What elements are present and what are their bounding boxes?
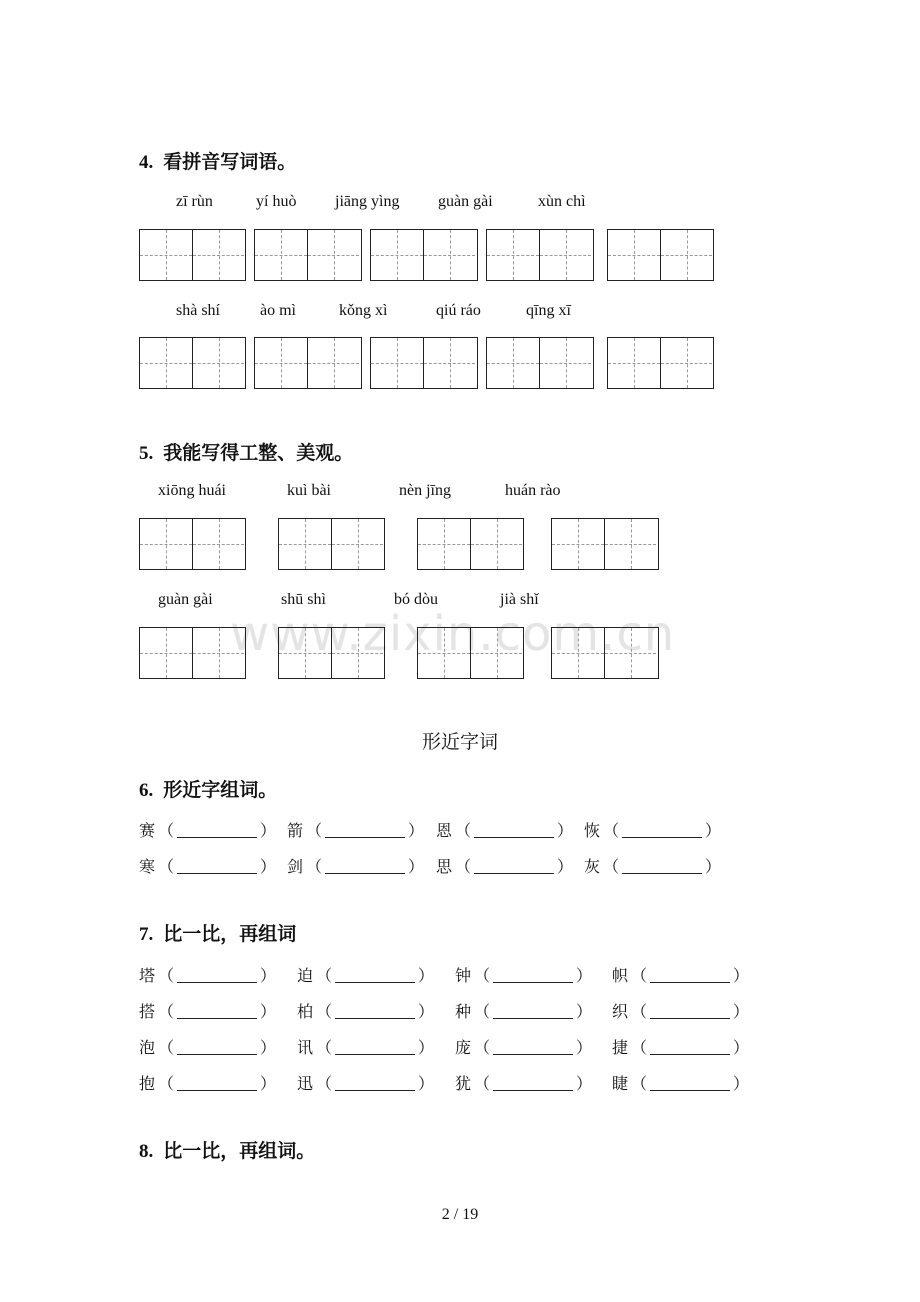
paren-close: ） [418, 1074, 435, 1093]
char-item [455, 963, 595, 986]
paren-close: ） [260, 1002, 277, 1021]
char: 迫 [297, 966, 314, 985]
char-item [297, 1035, 437, 1058]
paren-open: （ [316, 1074, 333, 1093]
answer-blank[interactable] [177, 837, 257, 838]
answer-blank[interactable] [335, 1054, 415, 1055]
char: 种 [455, 1002, 472, 1021]
paren-close: ） [576, 1002, 593, 1021]
answer-blank[interactable] [493, 1018, 573, 1019]
answer-blank[interactable] [622, 837, 702, 838]
paren-open: （ [631, 1002, 648, 1021]
paren-close: ） [418, 1002, 435, 1021]
paren-open: （ [158, 857, 175, 876]
watermark: www.zixin.com.cn [230, 606, 676, 662]
writing-box[interactable] [607, 229, 714, 281]
char: 帜 [612, 966, 629, 985]
writing-box[interactable] [139, 518, 246, 570]
q4-pinyin: xùn chì [538, 193, 586, 210]
char-item [139, 818, 279, 841]
paren-open: （ [474, 1038, 491, 1057]
q5-pinyin: nèn jīng [399, 482, 451, 499]
answer-blank[interactable] [493, 1054, 573, 1055]
answer-blank[interactable] [650, 1090, 730, 1091]
paren-open: （ [455, 821, 472, 840]
writing-box[interactable] [278, 627, 385, 679]
char: 柏 [297, 1002, 314, 1021]
char: 箭 [287, 821, 304, 840]
q5-title [139, 438, 353, 465]
q5-pinyin: bó dòu [394, 591, 438, 608]
q4-pinyin: shà shí [176, 302, 220, 319]
paren-close: ） [260, 966, 277, 985]
paren-close: ） [576, 1038, 593, 1057]
paren-open: （ [631, 1074, 648, 1093]
char-item [584, 854, 724, 877]
paren-close: ） [408, 821, 425, 840]
q7-title-text: 比一比，再组词 [163, 923, 297, 945]
answer-blank[interactable] [622, 873, 702, 874]
q4-title [139, 147, 296, 174]
paren-close: ） [557, 857, 574, 876]
paren-close: ） [733, 1074, 750, 1093]
char: 迅 [297, 1074, 314, 1093]
section-title: 形近字词 [421, 731, 498, 753]
q5-pinyin: guàn gài [158, 591, 213, 608]
char-item [584, 818, 724, 841]
char: 灰 [584, 857, 601, 876]
q5-pinyin: huán rào [505, 482, 561, 499]
q8-title [139, 1136, 315, 1163]
answer-blank[interactable] [335, 982, 415, 983]
paren-close: ） [705, 821, 722, 840]
q4-number: 4. [139, 152, 154, 173]
answer-blank[interactable] [177, 873, 257, 874]
char: 塔 [139, 966, 156, 985]
q4-pinyin: zī rùn [176, 193, 213, 210]
paren-close: ） [576, 1074, 593, 1093]
paren-open: （ [631, 966, 648, 985]
q4-title-text: 看拼音写词语。 [163, 151, 297, 173]
q4-pinyin: qiú ráo [436, 302, 481, 319]
q8-title-text: 比一比，再组词。 [163, 1140, 316, 1162]
char: 恩 [436, 821, 453, 840]
paren-open: （ [158, 821, 175, 840]
char: 织 [612, 1002, 629, 1021]
char-item [455, 999, 595, 1022]
answer-blank[interactable] [650, 1018, 730, 1019]
paren-open: （ [603, 821, 620, 840]
q5-pinyin: kuì bài [287, 482, 331, 499]
q4-pinyin: qīng xī [526, 302, 571, 319]
char-item [139, 999, 279, 1022]
paren-open: （ [158, 1038, 175, 1057]
char: 思 [436, 857, 453, 876]
q5-pinyin: jià shǐ [500, 591, 539, 608]
q6-title-text: 形近字组词。 [163, 779, 278, 801]
answer-blank[interactable] [474, 837, 554, 838]
char: 泡 [139, 1038, 156, 1057]
char-item [297, 963, 437, 986]
char: 庞 [455, 1038, 472, 1057]
writing-box[interactable] [370, 229, 478, 281]
paren-open: （ [306, 857, 323, 876]
writing-box[interactable] [370, 337, 478, 389]
char-item [287, 854, 427, 877]
writing-box[interactable] [417, 627, 524, 679]
paren-open: （ [455, 857, 472, 876]
char: 抱 [139, 1074, 156, 1093]
char-item [297, 1071, 437, 1094]
paren-open: （ [474, 1074, 491, 1093]
paren-close: ） [733, 1002, 750, 1021]
writing-box[interactable] [551, 518, 659, 570]
char-item [287, 818, 427, 841]
paren-open: （ [316, 966, 333, 985]
char: 讯 [297, 1038, 314, 1057]
q5-title-text: 我能写得工整、美观。 [163, 442, 354, 464]
answer-blank[interactable] [650, 982, 730, 983]
paren-open: （ [603, 857, 620, 876]
char: 恢 [584, 821, 601, 840]
char-item [297, 999, 437, 1022]
answer-blank[interactable] [177, 982, 257, 983]
writing-box[interactable] [139, 229, 246, 281]
answer-blank[interactable] [474, 873, 554, 874]
char-item [612, 963, 752, 986]
char: 犹 [455, 1074, 472, 1093]
char: 捷 [612, 1038, 629, 1057]
writing-box[interactable] [254, 337, 362, 389]
paren-close: ） [733, 966, 750, 985]
paren-close: ） [557, 821, 574, 840]
answer-blank[interactable] [325, 837, 405, 838]
char-item [436, 854, 576, 877]
answer-blank[interactable] [177, 1090, 257, 1091]
paren-open: （ [474, 1002, 491, 1021]
answer-blank[interactable] [650, 1054, 730, 1055]
q6-title [139, 775, 277, 802]
char-item [139, 1035, 279, 1058]
writing-box[interactable] [486, 337, 594, 389]
paren-close: ） [705, 857, 722, 876]
answer-blank[interactable] [177, 1054, 257, 1055]
writing-box[interactable] [139, 627, 246, 679]
answer-blank[interactable] [493, 1090, 573, 1091]
paren-open: （ [316, 1038, 333, 1057]
writing-box[interactable] [139, 337, 246, 389]
q4-pinyin: guàn gài [438, 193, 493, 210]
paren-close: ） [576, 966, 593, 985]
paren-close: ） [260, 1038, 277, 1057]
paren-close: ） [260, 1074, 277, 1093]
answer-blank[interactable] [493, 982, 573, 983]
writing-box[interactable] [254, 229, 362, 281]
char: 钟 [455, 966, 472, 985]
page-number: 2 / 19 [441, 1206, 479, 1223]
q7-title [139, 919, 296, 946]
q4-pinyin: jiāng yìng [335, 193, 400, 210]
paren-close: ） [408, 857, 425, 876]
char: 剑 [287, 857, 304, 876]
paren-open: （ [158, 1002, 175, 1021]
paren-close: ） [418, 1038, 435, 1057]
char-item [612, 1035, 752, 1058]
char-item [612, 999, 752, 1022]
q7-number: 7. [139, 924, 154, 945]
paren-open: （ [158, 966, 175, 985]
paren-close: ） [260, 857, 277, 876]
answer-blank[interactable] [177, 1018, 257, 1019]
q4-pinyin: yí huò [256, 193, 297, 210]
paren-close: ） [733, 1038, 750, 1057]
char-item [455, 1071, 595, 1094]
writing-box[interactable] [607, 337, 714, 389]
char: 寒 [139, 857, 156, 876]
char-item [436, 818, 576, 841]
writing-box[interactable] [551, 627, 659, 679]
char-item [612, 1071, 752, 1094]
writing-box[interactable] [486, 229, 594, 281]
q5-pinyin: xiōng huái [158, 482, 226, 499]
paren-open: （ [631, 1038, 648, 1057]
answer-blank[interactable] [325, 873, 405, 874]
paren-open: （ [316, 1002, 333, 1021]
paren-open: （ [306, 821, 323, 840]
char-item [139, 1071, 279, 1094]
char-item [139, 854, 279, 877]
writing-box[interactable] [278, 518, 385, 570]
q4-pinyin: kǒng xì [339, 302, 388, 319]
q4-pinyin: ào mì [260, 302, 296, 319]
paren-close: ） [260, 821, 277, 840]
paren-open: （ [474, 966, 491, 985]
char: 搭 [139, 1002, 156, 1021]
answer-blank[interactable] [335, 1018, 415, 1019]
char-item [139, 963, 279, 986]
answer-blank[interactable] [335, 1090, 415, 1091]
q8-number: 8. [139, 1141, 154, 1162]
writing-box[interactable] [417, 518, 524, 570]
char: 赛 [139, 821, 156, 840]
q5-pinyin: shū shì [281, 591, 326, 608]
q5-number: 5. [139, 443, 154, 464]
char: 睫 [612, 1074, 629, 1093]
q6-number: 6. [139, 780, 154, 801]
paren-close: ） [418, 966, 435, 985]
char-item [455, 1035, 595, 1058]
paren-open: （ [158, 1074, 175, 1093]
